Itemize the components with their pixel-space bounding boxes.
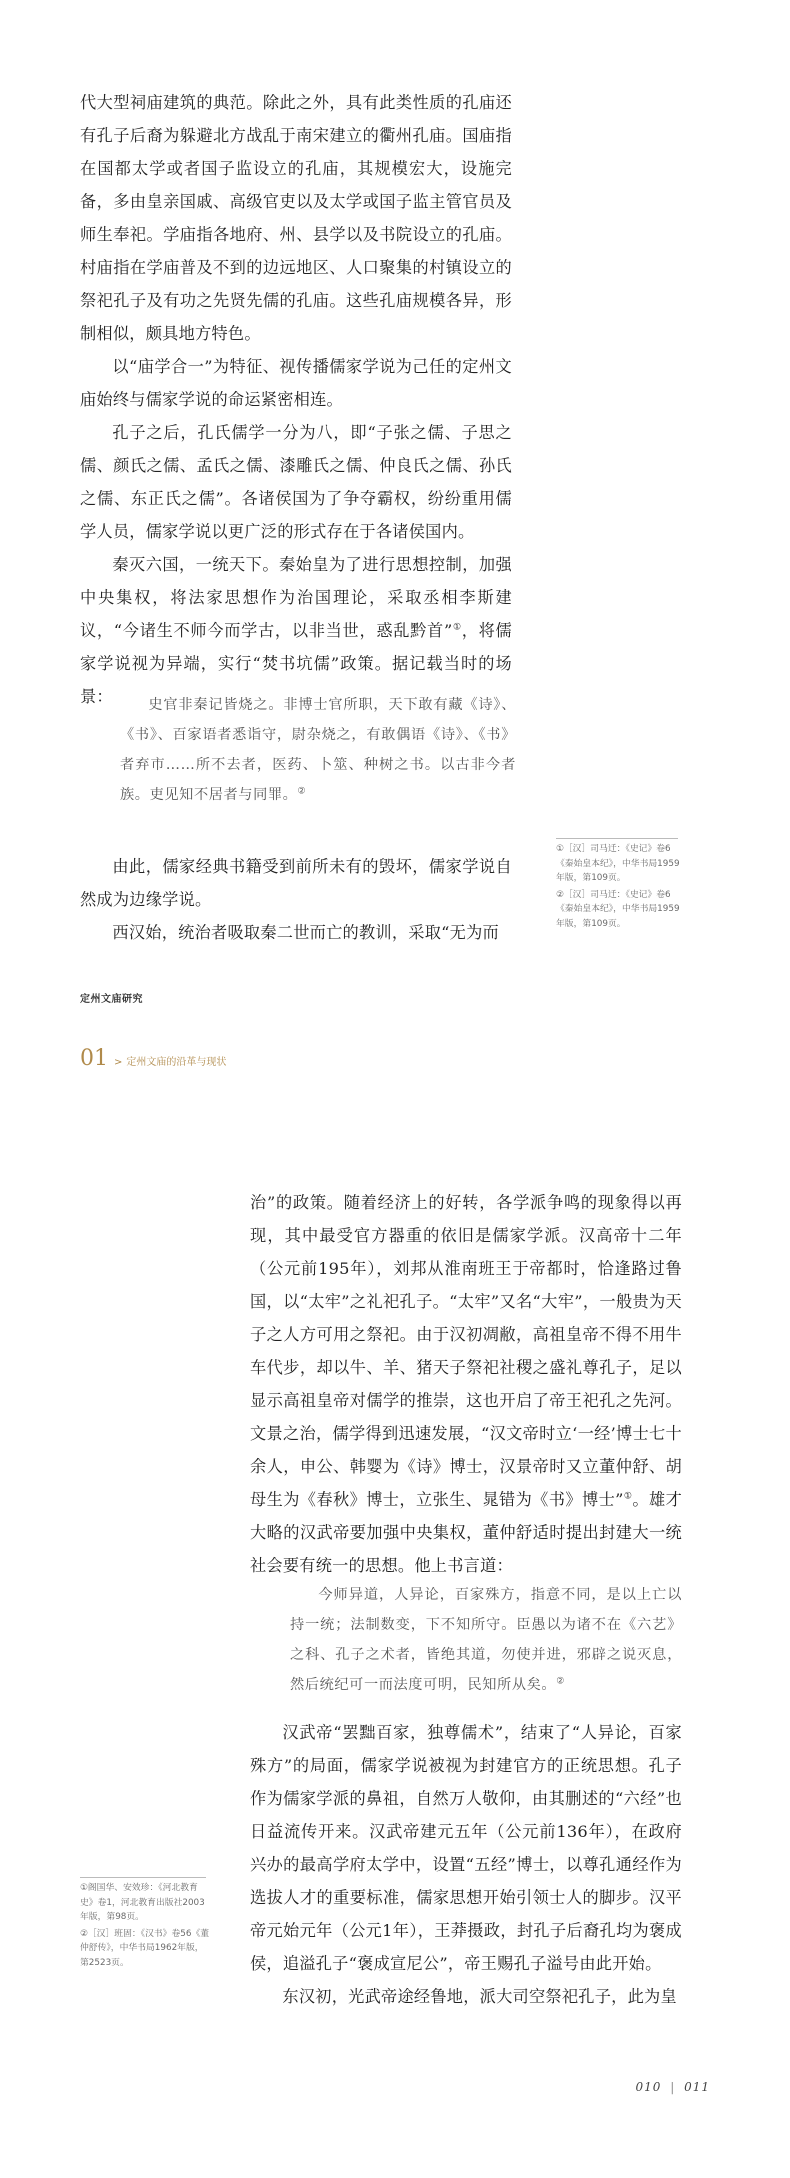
chapter-title: 定州文庙的沿革与现状 — [126, 1057, 227, 1068]
top-page-body — [80, 86, 512, 713]
block-quote — [120, 690, 516, 810]
bottom-footnotes — [80, 1881, 210, 1972]
paragraph-text: 秦灭六国，一统天下。秦始皇为了进行思想控制，加强中央集权，将法家思想作为治国理论，采取丞相李斯建议，“今诸生不师今而学古，以非当世，惑乱黔首” — [80, 555, 512, 640]
quote-text — [290, 1580, 682, 1700]
quote-body: 今师异道，人异论，百家殊方，指意不同，是以上亡以持一统；法制数变，下不知所守。臣愚以为诸不在《六艺》之科、孔子之术者，皆绝其道，勿使并进，邪辟之说灭息，然后统纪可一而法度可明，民知所从矣。 — [290, 1587, 682, 1693]
footnote-marker: ① — [623, 1491, 633, 1502]
page-number-right: 011 — [684, 2080, 710, 2094]
quote-text — [120, 690, 516, 810]
top-footnotes — [556, 842, 682, 933]
quote-body: 史官非秦记皆烧之。非博士官所职，天下敢有藏《诗》、《书》、百家语者悉诣守，尉杂烧之，有敢偶语《诗》、《书》者弃市……所不去者，医药、卜筮、种树之书。以古非今者族。吏见知不居者与同罪。 — [120, 697, 516, 803]
block-quote — [290, 1580, 682, 1700]
running-footer: 定州文庙研究 — [80, 994, 143, 1005]
paragraph: 汉武帝“罢黜百家，独尊儒术”，结束了“人异论，百家殊方”的局面，儒家学说被视为封建官方的正统思想。孔子作为儒家学派的鼻祖，自然万人敬仰，由其删述的“六经”也日益流传开来。汉武帝建元五年（公元前136年），在政府兴办的最高学府太学中，设置“五经”博士，以尊孔通经作为选拔人才的重要标准，儒家思想开始引领士人的脚步。汉平帝元始元年（公元1年），王莽摄政，封孔子后裔孔均为褒成侯，追溢孔子“褒成宣尼公”，帝王赐孔子溢号由此开始。 — [250, 1723, 682, 1973]
footnote: ①阁国华、安效珍：《河北教育史》卷1，河北教育出版社2003年版，第98页。 — [80, 1883, 205, 1922]
page-number-left: 010 — [635, 2080, 662, 2094]
paragraph: 代大型祠庙建筑的典范。除此之外，具有此类性质的孔庙还有孔子后裔为躲避北方战乱于南宋建立的衢州孔庙。国庙指在国都太学或者国子监设立的孔庙，其规模宏大，设施完备，多由皇亲国戚、高级官吏以及太学或国子监主管官员及师生奉祀。学庙指各地府、州、县学以及书院设立的孔庙。村庙指在学庙普及不到的边远地区、人口聚集的村镇设立的祭祀孔子及有功之先贤先儒的孔庙。这些孔庙规模各异，形制相似，颇具地方特色。 — [80, 93, 512, 343]
paragraph: 孔子之后，孔氏儒学一分为八，即“子张之儒、子思之儒、颜氏之儒、孟氏之儒、漆雕氏之儒、仲良氏之儒、孙氏之儒、东正氏之儒”。各诸侯国为了争夺霸权，纷纷重用儒学人员，儒家学说以更广泛的形式存在于各诸侯国内。 — [80, 423, 512, 541]
chapter-header — [80, 1046, 226, 1074]
paragraph-text: 治”的政策。随着经济上的好转，各学派争鸣的现象得以再现，其中最受官方器重的依旧是儒家学派。汉高帝十二年（公元前195年），刘邦从淮南班王于帝都时，恰逢路过鲁国，以“太牢”之礼祀孔子。“太牢”又名“大牢”，一般贵为天子之人方可用之祭祀。由于汉初凋敝，高祖皇帝不得不用牛车代步，却以牛、羊、猪天子祭祀社稷之盛礼尊孔子，足以显示高祖皇帝对儒学的推崇，这也开启了帝王祀孔之先河。文景之治，儒学得到迅速发展，“汉文帝时立‘一经’博士七十余人，申公、韩婴为《诗》博士，汉景帝时又立董仲舒、胡母生为《春秋》博士，立张生、晁错为《书》博士” — [250, 1193, 682, 1509]
footnote: ②［汉］班固：《汉书》卷56《董仲舒传》，中华书局1962年版，第2523页。 — [80, 1928, 210, 1968]
paragraph: 西汉始，统治者吸取秦二世而亡的教训，采取“无为而 — [112, 923, 499, 942]
footnote-marker: ① — [452, 622, 462, 633]
top-page-body-continued — [80, 850, 512, 949]
chapter-number: 01 — [80, 1046, 108, 1071]
footnote: ①［汉］司马迁：《史记》卷6《秦始皇本纪》，中华书局1959年版，第109页。 — [556, 844, 680, 883]
paragraph-text: ，将儒家学说视为异端，实行“焚书坑儒”政策。据记载当时的场景： — [80, 621, 512, 706]
footnote: ②［汉］司马迁：《史记》卷6《秦始皇本纪》，中华书局1959年版，第109页。 — [556, 889, 680, 929]
paragraph: 以“庙学合一”为特征、视传播儒家学说为己任的定州文庙始终与儒家学说的命运紧密相连。 — [80, 357, 512, 409]
chapter-separator: > — [114, 1057, 123, 1068]
paragraph: 由此，儒家经典书籍受到前所未有的毁坏，儒家学说自然成为边缘学说。 — [80, 857, 512, 909]
page-numbers — [635, 2080, 710, 2094]
paragraph — [250, 1186, 682, 1582]
paragraph: 东汉初，光武帝途经鲁地，派大司空祭祀孔子，此为皇 — [282, 1987, 677, 2006]
bottom-page-body-continued — [250, 1716, 682, 2013]
footnote-marker: ② — [556, 1676, 565, 1687]
footnote-marker: ② — [297, 786, 307, 797]
page-number-separator: | — [670, 2080, 676, 2094]
bottom-page-body — [250, 1186, 682, 1582]
paragraph — [80, 548, 512, 713]
footnote-rule — [556, 838, 678, 839]
paragraph-text: 。雄才大略的汉武帝要加强中央集权，董仲舒适时提出封建大一统社会要有统一的思想。他上书言道： — [250, 1490, 683, 1575]
footnote-rule — [80, 1877, 206, 1878]
